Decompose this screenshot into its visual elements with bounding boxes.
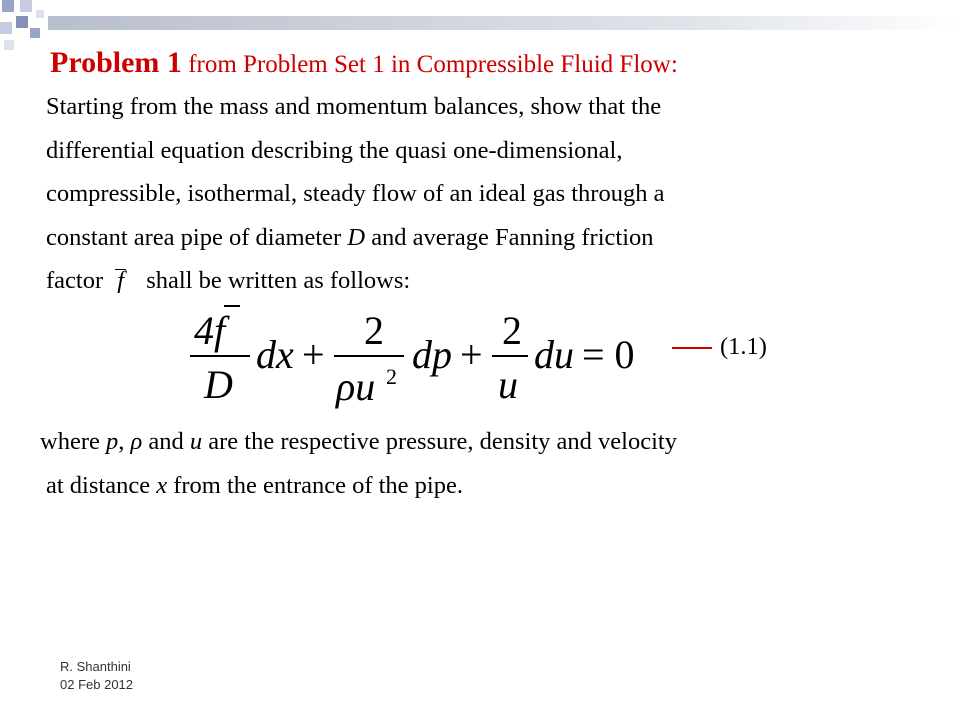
equation-number: [672, 333, 767, 361]
decor-square: [30, 28, 40, 38]
statement-line: Starting from the mass and momentum balances, show that the: [46, 93, 662, 120]
equation-1-1: [186, 300, 656, 410]
text-span: shall be written as follows:: [140, 267, 411, 294]
eq-term-3: du: [534, 332, 574, 377]
decor-square: [0, 22, 12, 34]
decor-square: [4, 40, 14, 50]
text-span: and average Fanning friction: [365, 223, 654, 251]
gradient-bar: [48, 16, 960, 30]
decor-square: [36, 10, 44, 18]
footer-date: 02 Feb 2012: [60, 677, 134, 692]
text-span: factor: [46, 267, 110, 294]
title-rest: from Problem Set 1 in Compressible Fluid Flow:: [181, 51, 678, 78]
decor-square: [2, 0, 14, 12]
var-u: u: [189, 428, 203, 455]
slide-title: [50, 46, 678, 80]
statement-line: [46, 259, 664, 303]
equation-dash: [672, 347, 712, 349]
eq-denominator-1: D: [204, 362, 233, 407]
eq-term-2: dp: [412, 332, 452, 377]
eq-numerator-1: 4f: [194, 308, 226, 353]
text-span: constant area pipe of diameter: [46, 223, 348, 251]
slide-footer: [60, 658, 133, 694]
text-span: where: [40, 428, 106, 455]
f-bar-symbol: [115, 269, 126, 292]
text-span: and: [142, 428, 190, 455]
eq-plus-1: +: [302, 332, 325, 377]
equation-number-label: (1.1): [720, 333, 767, 360]
text-span: ,: [118, 428, 131, 455]
text-span: at distance: [46, 471, 157, 499]
var-x: x: [156, 471, 168, 499]
statement-line: compressible, isothermal, steady flow of an ideal gas through a: [46, 180, 665, 207]
var-rho: ρ: [130, 428, 143, 455]
var-D: D: [347, 223, 366, 251]
text-span: are the respective pressure, density and velocity: [202, 428, 677, 455]
footer-author: R. Shanthini: [60, 659, 131, 674]
f-symbol: f: [117, 267, 125, 294]
eq-denominator-2: ρu: [336, 364, 376, 409]
definition-line: [40, 420, 677, 464]
decor-square: [16, 16, 28, 28]
eq-exponent: 2: [386, 364, 397, 389]
eq-plus-2: +: [460, 332, 483, 377]
eq-numerator-3: 2: [502, 308, 522, 353]
title-bold: Problem 1: [50, 46, 182, 79]
statement-line: differential equation describing the quasi one-dimensional,: [46, 136, 623, 164]
text-span: from the entrance of the pipe.: [167, 471, 463, 499]
variable-definitions: [40, 420, 677, 507]
decor-square: [20, 0, 32, 12]
problem-statement: [46, 85, 664, 303]
eq-term-1: dx: [256, 332, 294, 377]
eq-denominator-3: u: [498, 362, 518, 407]
statement-line: [46, 216, 664, 260]
definition-line: [40, 464, 677, 508]
eq-equals: = 0: [582, 332, 635, 377]
eq-numerator-2: 2: [364, 308, 384, 353]
var-p: p: [105, 428, 119, 455]
